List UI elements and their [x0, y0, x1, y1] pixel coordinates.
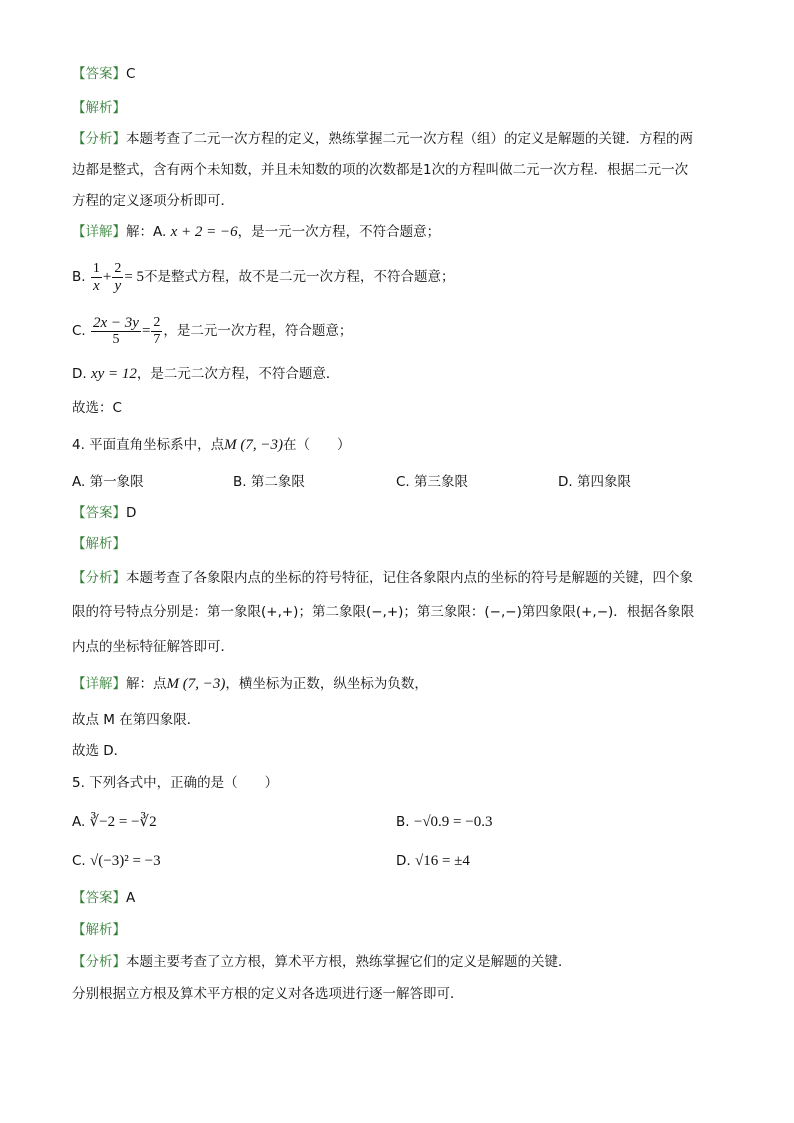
xiangjie-c-q3: C. $\frac{2x - 3y}{5}$ = $\frac{2}{7}$ ，是二元一次方程，符合题意； — [72, 314, 353, 347]
option-c-q5 — [72, 851, 161, 871]
fenxi-text: 本题考查了各象限内点的坐标的符号特征，记住各象限内点的坐标的符号是解题的关键，四个象 — [126, 570, 693, 586]
answer-tag: 【答案】 — [72, 890, 126, 906]
denominator: 7 — [153, 331, 161, 347]
fraction-1-over-x — [91, 261, 102, 294]
xiangjie-line-1-q4 — [72, 674, 428, 694]
fraction-2-over-7 — [151, 315, 162, 348]
numerator: 2 — [153, 314, 161, 330]
xiangjie-d-text: ，是二元二次方程，不符合题意． — [136, 366, 340, 382]
xiangjie-tag: 【详解】 — [72, 676, 126, 692]
equation-d: xy = 12 — [90, 366, 137, 382]
option-d-expression: √16 = ±4 — [414, 853, 470, 869]
xiangjie-a-prefix: 解：A. — [126, 224, 171, 240]
xiangjie-line-2-q4: 故点 M 在第四象限． — [72, 712, 201, 728]
jiexi-heading-q4: 【解析】 — [72, 536, 126, 552]
stem-prefix: 4. 平面直角坐标系中，点 — [72, 437, 225, 453]
answer-value: D — [126, 505, 137, 521]
fenxi-line-1-q4 — [72, 568, 693, 588]
option-label-d: D. — [72, 366, 87, 382]
fenxi-tag: 【分析】 — [72, 954, 126, 970]
answer-value: C — [126, 66, 136, 82]
numerator: 1 — [92, 260, 100, 276]
fraction-2x-3y-over-5 — [91, 315, 141, 348]
option-label-b: B. — [396, 814, 410, 830]
answer-line-q3 — [72, 64, 135, 84]
xiangjie-d-q3 — [72, 364, 339, 384]
option-b-q4: B. 第二象限 — [233, 474, 305, 490]
fenxi-tag: 【分析】 — [72, 570, 126, 586]
numerator: 2 — [114, 260, 122, 276]
answer-line-q4 — [72, 503, 136, 523]
answer-tag: 【答案】 — [72, 66, 126, 82]
point-m: M (7, −3) — [166, 676, 226, 692]
fenxi-line-2-q5: 分别根据立方根及算术平方根的定义对各选项进行逐一解答即可． — [72, 986, 464, 1002]
jiexi-heading-q3: 【解析】 — [72, 100, 126, 116]
fenxi-line-1-q5 — [72, 952, 572, 972]
denominator: y — [114, 277, 122, 294]
fenxi-line-2-q4: 限的符号特点分别是：第一象限(+,+)；第二象限(−,+)；第三象限：(−,−)第四象限(+,−)．根据各象限 — [72, 604, 695, 620]
option-c-expression: √(−3)² = −3 — [90, 853, 161, 869]
option-label-c: C. — [72, 323, 86, 339]
option-label-a: A. — [72, 814, 86, 830]
option-b-q5 — [396, 812, 492, 832]
xiangjie-a-text: ，是一元一次方程，不符合题意； — [237, 224, 441, 240]
option-d-q5 — [396, 851, 470, 871]
option-label-b: B. — [72, 269, 86, 285]
fenxi-tag: 【分析】 — [72, 131, 126, 147]
fenxi-text: 本题考查了二元一次方程的定义，熟练掌握二元一次方程（组）的定义是解题的关键．方程的两 — [126, 131, 693, 147]
equation-a: x + 2 = −6 — [170, 224, 238, 240]
xiangjie-c-text: ，是二元一次方程，符合题意； — [163, 323, 353, 339]
option-d-q4: D. 第四象限 — [558, 474, 631, 490]
option-a-q5 — [72, 812, 157, 832]
option-b-expression: −√0.9 = −0.3 — [413, 814, 493, 830]
option-c-q4: C. 第三象限 — [396, 474, 469, 490]
xiangjie-suffix: ，横坐标为正数，纵坐标为负数， — [225, 676, 428, 692]
equation-b-rhs: = 5 — [124, 269, 145, 285]
xiangjie-b-text: 不是整式方程，故不是二元一次方程，不符合题意； — [144, 269, 455, 285]
jiexi-heading-q5: 【解析】 — [72, 922, 126, 938]
fenxi-text: 本题主要考查了立方根，算术平方根，熟练掌握它们的定义是解题的关键． — [126, 954, 572, 970]
option-label-c: C. — [72, 853, 86, 869]
numerator: 2x − 3y — [93, 314, 139, 331]
fenxi-line-1-q3 — [72, 129, 693, 149]
xiangjie-a-q3 — [72, 222, 440, 242]
stem-suffix: 在（ ） — [283, 437, 351, 453]
fenxi-line-3-q4: 内点的坐标特征解答即可． — [72, 639, 234, 655]
option-a-expression: ∛−2 = −∛2 — [89, 814, 157, 830]
option-label-d: D. — [396, 853, 411, 869]
question-stem-q4 — [72, 435, 351, 455]
fenxi-line-3-q3: 方程的定义逐项分析即可． — [72, 193, 234, 209]
guxuan-q4: 故选 D． — [72, 743, 128, 759]
denominator: x — [93, 277, 100, 294]
point-m: M (7, −3) — [224, 437, 284, 453]
xiangjie-prefix: 解：点 — [126, 676, 167, 692]
option-a-q4: A. 第一象限 — [72, 474, 144, 490]
denominator: 5 — [112, 331, 120, 347]
answer-tag: 【答案】 — [72, 505, 126, 521]
xiangjie-b-q3: B. $\frac{1}{x}$ + $\frac{2}{y}$ = 5不是整式方程，故不是二元一次方程，不符合题意； — [72, 260, 455, 294]
xiangjie-tag: 【详解】 — [72, 224, 126, 240]
answer-value: A — [126, 890, 136, 906]
fenxi-line-2-q3: 边都是整式，含有两个未知数，并且未知数的项的次数都是1次的方程叫做二元一次方程．根据二元一次 — [72, 162, 689, 178]
fraction-2-over-y — [112, 261, 123, 294]
answer-line-q5 — [72, 888, 135, 908]
question-stem-q5: 5. 下列各式中，正确的是（ ） — [72, 775, 279, 791]
guxuan-q3: 故选：C — [72, 400, 122, 416]
